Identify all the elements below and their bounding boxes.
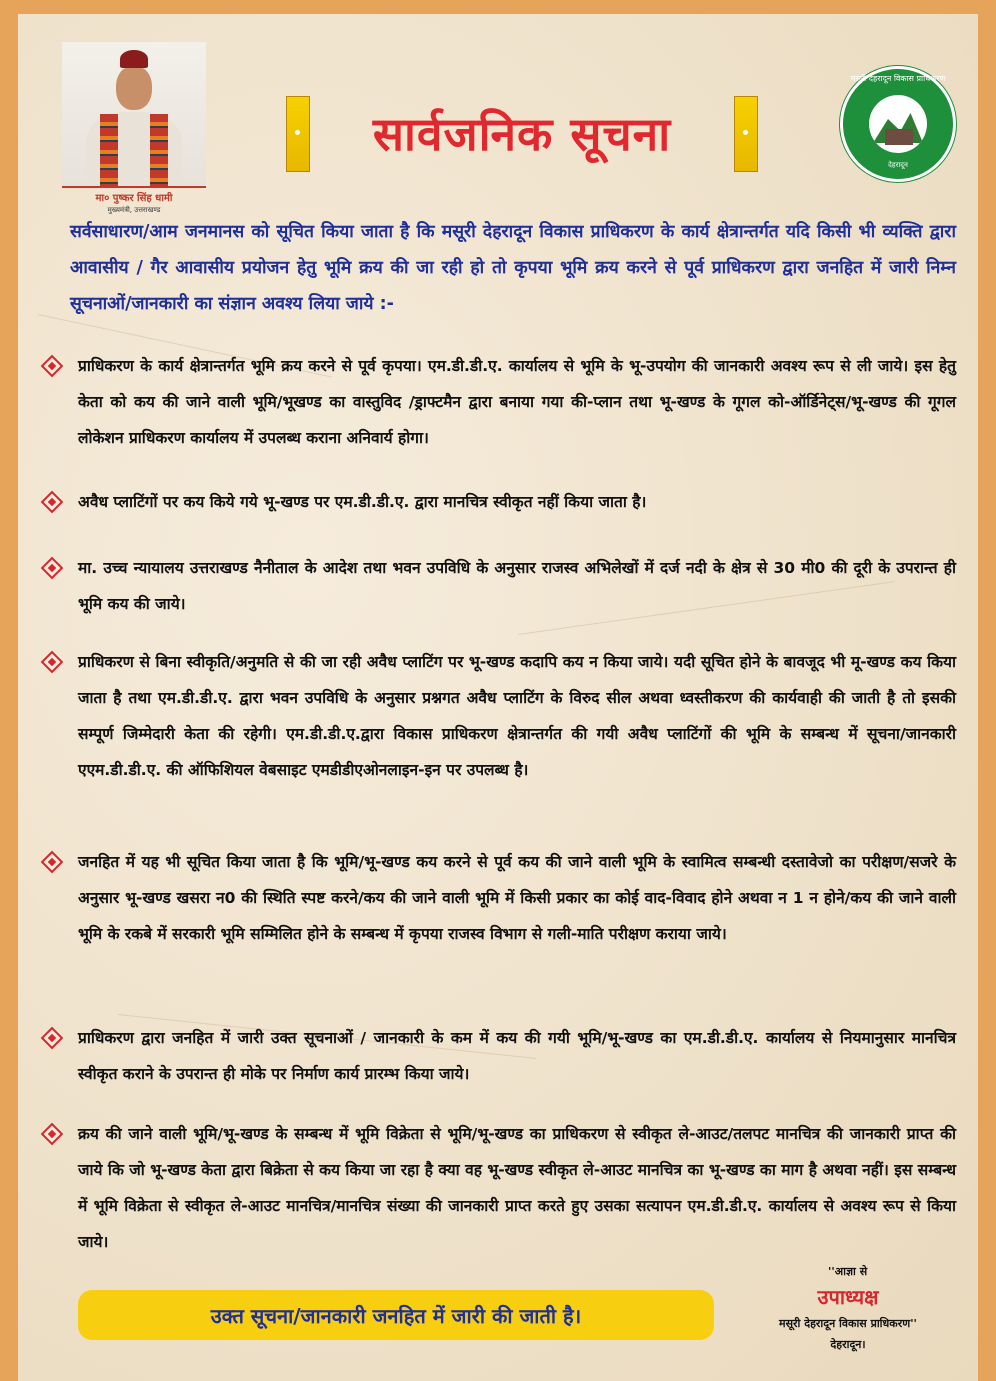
cm-role: मुख्यमंत्री, उत्तराखण्ड bbox=[107, 206, 161, 214]
logo-emblem bbox=[869, 95, 927, 153]
point-text: प्राधिकरण से बिना स्वीकृति/अनुमति से की जा रही अवैध प्लाटिंग पर भू-खण्ड कदापि कय न किया जाये। यदी सूचित होने के बावजूद भी मू-खण्ड कय किया जाता है तथा एम.डी.डी.ए. द्वारा भवन उपविधि के अनुसार प्रश्नगत अवैध प्लाटिंग के विरुद सील अथवा ध्वस्तीकरण की कार्यवाही की जाती है तो इसकी सम्पूर्ण जिम्मेदारी केता की रहेगी। एम.डी.डी.ए.द्वारा विकास प्राधिकरण क्षेत्रान्तर्गत की गयी अवैध प्लाटिंगों की भूमि के सम्बन्ध में सूचना/जानकारी एएम.डी.डी.ए. की ऑफिशियल वेबसाइट एमडीडीएओनलाइन-इन पर उपलब्ध है। bbox=[78, 653, 956, 779]
cm-name: मा० पुष्कर सिंह धामी bbox=[95, 193, 173, 204]
point-text: क्रय की जाने वाली भूमि/भू-खण्ड के सम्बन्ध में भूमि विक्रेता से भूमि/भू-खण्ड का प्राधिकरण से स्वीकृत ले-आउट/तलपट मानचित्र की जानकारी प्राप्त की जाये कि जो भू-खण्ड केता द्वारा बिक्रेता से कय किया जा रहा है क्या वह भू-खण्ड स्वीकृत ले-आउट मानचित्र का भू-खण्ड का माग है अथवा नहीं। इस सम्बन्ध में भूमि विक्रेता से स्वीकृत ले-आउट मानचित्र/मानचित्र संख्या की जानकारी प्राप्त करते हुए उसका सत्यापन एम.डी.डी.ए. कार्यालय से अवश्य रूप से किया जाये। bbox=[78, 1125, 956, 1251]
footer-notice: उक्त सूचना/जानकारी जनहित में जारी की जाती है। bbox=[210, 1303, 582, 1328]
logo-text-top: मसूरी देहरादून विकास प्राधिकरण bbox=[850, 74, 946, 83]
title-bar-left bbox=[286, 96, 310, 172]
signatory-org: मसूरी देहरादून विकास प्राधिकरण'' bbox=[779, 1317, 917, 1330]
diamond-bullet-icon bbox=[41, 491, 64, 514]
intro-paragraph: सर्वसाधारण/आम जनमानस को सूचित किया जाता है कि मसूरी देहरादून विकास प्राधिकरण के कार्य क्षेत्रान्तर्गत यदि किसी भी व्यक्ति द्वारा आवासीय / गैर आवासीय प्रयोजन हेतु भूमि क्रय की जा रही हो तो कृपया भूमि क्रय करने से पूर्व प्राधिकरण द्वारा जनहित में जारी निम्न सूचनाओं/जानकारी का संज्ञान अवश्य लिया जाये :- bbox=[70, 222, 956, 314]
chief-minister-photo bbox=[62, 42, 206, 188]
notice-sheet bbox=[18, 14, 978, 1381]
diamond-bullet-icon bbox=[41, 851, 64, 874]
point-text: प्राधिकरण के कार्य क्षेत्रान्तर्गत भूमि क्रय करने से पूर्व कृपया। एम.डी.डी.ए. कार्यालय से भूमि के भू-उपयोग की जानकारी अवश्य रूप से ली जाये। इस हेतु केता को कय की जाने वाली भूमि/भूखण्ड का वास्तुविद /ड्राफ्टमैन द्वारा बनाया गया की-प्लान तथा भू-खण्ड के गूगल को-ऑर्डिनेट्स/भू-खण्ड की गूगल लोकेशन प्राधिकरण कार्यालय में उपलब्ध कराना अनिवार्य होगा। bbox=[78, 357, 956, 447]
cm-face bbox=[116, 66, 152, 110]
diamond-bullet-icon bbox=[41, 557, 64, 580]
authority-logo bbox=[840, 66, 956, 182]
cm-scarf bbox=[150, 114, 168, 186]
diamond-bullet-icon bbox=[41, 1027, 64, 1050]
page-title-box bbox=[286, 96, 758, 170]
diamond-bullet-icon bbox=[41, 1123, 64, 1146]
point-text: मा. उच्च न्यायालय उत्तराखण्ड नैनीताल के आदेश तथा भवन उपविधि के अनुसार राजस्व अभिलेखों में दर्ज नदी के क्षेत्र से 30 मी0 की दूरी के उपरान्त ही भूमि कय की जाये। bbox=[78, 559, 956, 613]
point-text: प्राधिकरण द्वारा जनहित में जारी उक्त सूचनाओं / जानकारी के कम में कय की गयी भूमि/भू-खण्ड का एम.डी.डी.ए. कार्यालय से नियमानुसार मानचित्र स्वीकृत कराने के उपरान्त ही मोके पर निर्माण कार्य प्रारम्भ किया जाये। bbox=[78, 1029, 957, 1083]
point-text: जनहित में यह भी सूचित किया जाता है कि भूमि/भू-खण्ड कय करने से पूर्व कय की जाने वाली भूमि के स्वामित्व सम्बन्धी दस्तावेजो का परीक्षण/सजरे के अनुसार भू-खण्ड खसरा न0 की स्थिति स्पष्ट करने/कय की जाने वाली भूमि में किसी प्रकार का कोई वाद-विवाद होने अथवा न 1 न होने/कय की जाने वाली भूमि के रकबे में सरकारी भूमि सम्मिलित होने के सम्बन्ध में कृपया राजस्व विभाग से गली-माति परीक्षण कराया जाये। bbox=[78, 853, 956, 943]
signature-block bbox=[738, 1264, 958, 1352]
signatory-city: देहरादून। bbox=[830, 1338, 866, 1351]
diamond-bullet-icon bbox=[41, 651, 64, 674]
footer-notice-bar bbox=[78, 1290, 714, 1340]
logo-text-bottom: देहरादून bbox=[888, 161, 908, 169]
by-order-text: ''आज्ञा से bbox=[828, 1265, 868, 1278]
cm-scarf bbox=[100, 114, 118, 186]
cm-cap bbox=[120, 50, 148, 68]
building-icon bbox=[885, 129, 913, 145]
diamond-bullet-icon bbox=[41, 355, 64, 378]
page-title: सार्वजनिक सूचना bbox=[372, 107, 672, 161]
point-text: अवैध प्लाटिंगों पर कय किये गये भू-खण्ड पर एम.डी.डी.ए. द्वारा मानचित्र स्वीकृत नहीं किया जाता है। bbox=[78, 493, 647, 511]
title-bar-right bbox=[734, 96, 758, 172]
signatory-post: उपाध्यक्ष bbox=[817, 1285, 879, 1309]
